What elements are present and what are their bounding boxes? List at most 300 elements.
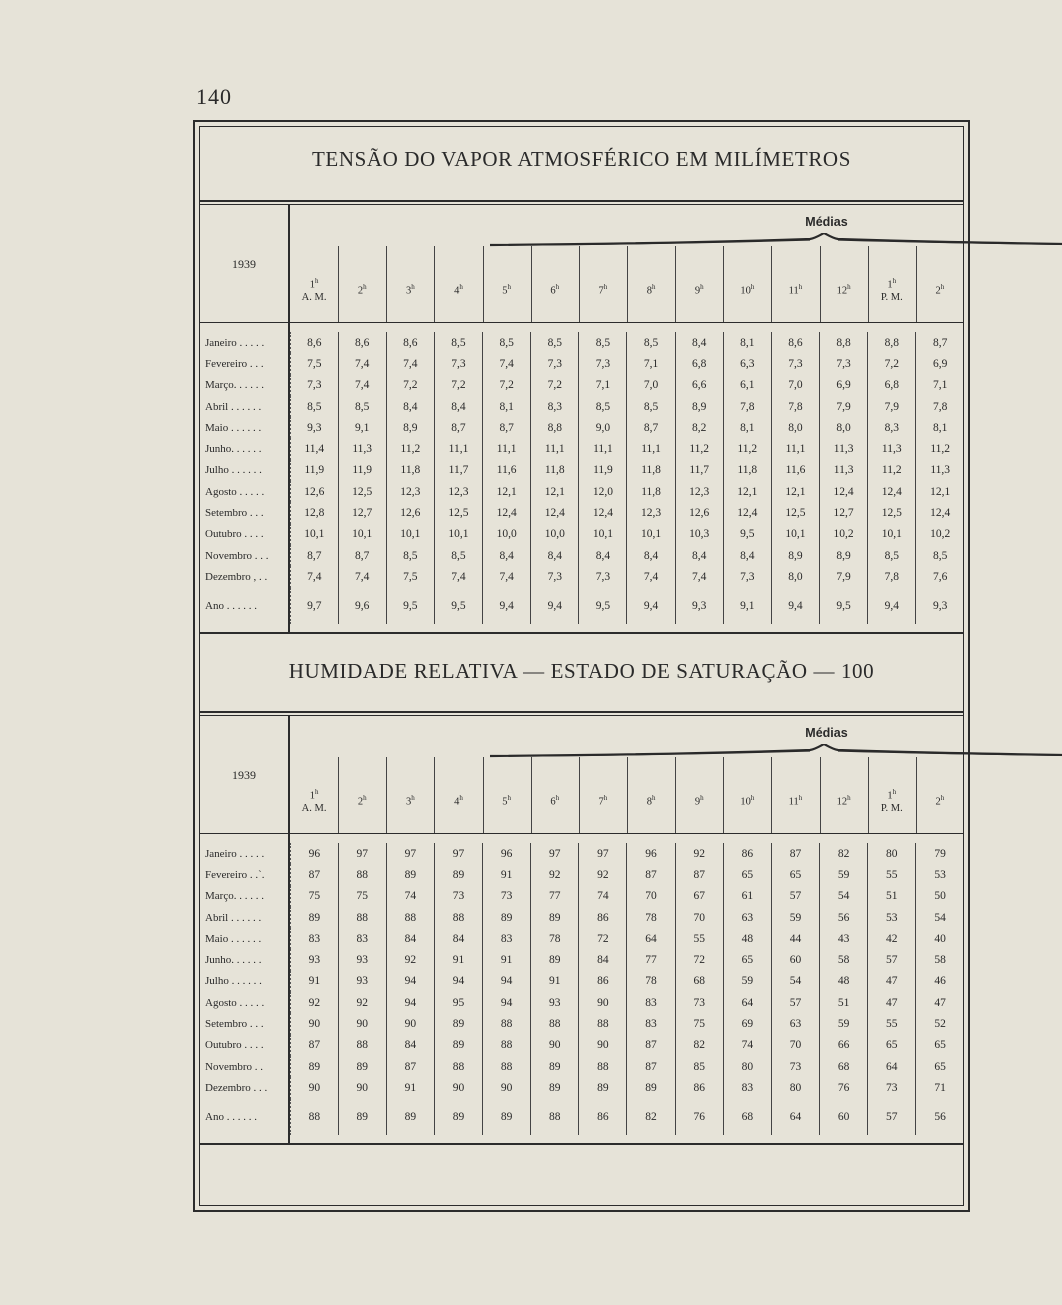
- table-row: [199, 992, 964, 1013]
- value-cell: 11,3: [820, 438, 868, 459]
- value-cell: 97: [434, 843, 482, 864]
- value-cell: 88: [579, 1013, 627, 1034]
- value-cell: 87: [290, 864, 338, 885]
- value-cell: 88: [434, 1056, 482, 1077]
- value-cell: 54: [916, 907, 964, 928]
- value-cell: 90: [386, 1013, 434, 1034]
- value-cell: 11,8: [531, 460, 579, 481]
- hour-label: [290, 786, 338, 815]
- hour-label: [290, 275, 338, 304]
- value-cell: 77: [531, 886, 579, 907]
- value-cell: 47: [868, 992, 916, 1013]
- hour-label: [916, 792, 964, 809]
- value-cell: 83: [338, 928, 386, 949]
- value-cell: 8,5: [916, 545, 964, 566]
- value-cell: 48: [723, 928, 771, 949]
- table-row: [199, 1013, 964, 1034]
- value-cell: 87: [627, 1035, 675, 1056]
- value-cell: 11,1: [579, 438, 627, 459]
- value-cell: 91: [386, 1077, 434, 1098]
- value-cell: 12,1: [483, 481, 531, 502]
- value-cell: 88: [531, 1013, 579, 1034]
- value-cell: 12,6: [675, 502, 723, 523]
- hour-number: 7: [598, 285, 604, 297]
- value-cell: 91: [483, 864, 531, 885]
- value-cell: 88: [483, 1056, 531, 1077]
- value-cell: 7,2: [868, 353, 916, 374]
- month-label: Setembro . . .: [199, 502, 290, 523]
- value-cell: 7,8: [723, 396, 771, 417]
- value-cell: 90: [338, 1077, 386, 1098]
- value-cell: 8,5: [531, 332, 579, 353]
- header-humidade: [199, 716, 964, 836]
- hour-number: 9: [694, 285, 701, 297]
- value-cell: 8,5: [338, 396, 386, 417]
- value-cell: 6,9: [916, 353, 964, 374]
- value-cell: 78: [627, 907, 675, 928]
- value-cell: 54: [820, 886, 868, 907]
- value-cell: 90: [531, 1035, 579, 1056]
- value-cell: 7,0: [627, 375, 675, 396]
- value-cell: 57: [771, 886, 819, 907]
- value-cell: 10,2: [820, 524, 868, 545]
- column-rule: [723, 246, 724, 322]
- value-cell: 87: [627, 1056, 675, 1077]
- value-cell: 7,4: [290, 566, 338, 587]
- table-row: [199, 1056, 964, 1077]
- section-bottom-rule: [199, 1143, 964, 1145]
- value-cell: 11,9: [579, 460, 627, 481]
- hour-number: 1: [309, 790, 315, 802]
- value-cell: 7,8: [868, 566, 916, 587]
- hour-suffix: h: [363, 283, 367, 291]
- value-cell: 10,1: [338, 524, 386, 545]
- value-cell: 70: [627, 886, 675, 907]
- value-cell: 11,8: [627, 481, 675, 502]
- value-cell: 76: [820, 1077, 868, 1098]
- humidade-table: [199, 843, 964, 1135]
- value-cell: 87: [675, 864, 723, 885]
- section-bottom-rule: [199, 632, 964, 634]
- value-cell: 73: [771, 1056, 819, 1077]
- value-cell: 90: [290, 1013, 338, 1034]
- value-cell: 10,1: [868, 524, 916, 545]
- value-cell: 10,1: [290, 524, 338, 545]
- hour-suffix: h: [750, 283, 755, 291]
- month-label: Março. . . . . .: [199, 886, 290, 907]
- value-cell: 8,9: [675, 396, 723, 417]
- value-cell: 9,4: [771, 588, 819, 624]
- month-label: Setembro . . .: [199, 1013, 290, 1034]
- value-cell: 7,3: [820, 353, 868, 374]
- column-rule: [868, 757, 869, 833]
- hour-label: [675, 281, 723, 298]
- month-label: Junho. . . . . .: [199, 949, 290, 970]
- hour-suffix: h: [555, 283, 560, 291]
- month-label: Outubro . . . .: [199, 524, 290, 545]
- value-cell: 12,4: [820, 481, 868, 502]
- column-rule: [675, 246, 676, 322]
- value-cell: 12,0: [579, 481, 627, 502]
- table-row: [199, 375, 964, 396]
- hour-suffix: h: [940, 283, 945, 291]
- hour-suffix: h: [700, 794, 704, 802]
- hour-header-row: [199, 275, 964, 305]
- value-cell: 11,1: [434, 438, 482, 459]
- value-cell: 7,4: [434, 566, 482, 587]
- month-label: Dezembro . . .: [199, 1077, 290, 1098]
- value-cell: 88: [290, 1099, 338, 1135]
- value-cell: 8,0: [820, 417, 868, 438]
- value-cell: 53: [916, 864, 964, 885]
- value-cell: 88: [434, 907, 482, 928]
- page-number: 140: [196, 84, 232, 109]
- table-row: [199, 864, 964, 885]
- hour-label: [916, 281, 964, 298]
- value-cell: 11,3: [916, 460, 964, 481]
- value-cell: 90: [338, 1013, 386, 1034]
- value-cell: 92: [531, 864, 579, 885]
- value-cell: 12,6: [386, 502, 434, 523]
- value-cell: 68: [723, 1099, 771, 1135]
- hour-number: 1: [887, 279, 893, 291]
- month-label: Maio . . . . . .: [199, 417, 290, 438]
- value-cell: 10,1: [434, 524, 482, 545]
- value-cell: 84: [579, 949, 627, 970]
- value-cell: 9,5: [579, 588, 627, 624]
- value-cell: 88: [579, 1056, 627, 1077]
- value-cell: 76: [675, 1099, 723, 1135]
- divider: [199, 200, 964, 202]
- value-cell: 83: [627, 992, 675, 1013]
- value-cell: 7,4: [338, 566, 386, 587]
- value-cell: 8,5: [290, 396, 338, 417]
- hour-label: [723, 792, 771, 809]
- table-row: [199, 907, 964, 928]
- column-rule: [771, 757, 772, 833]
- hour-number: 2: [357, 796, 364, 808]
- value-cell: 64: [868, 1056, 916, 1077]
- value-cell: 89: [531, 949, 579, 970]
- value-cell: 12,8: [290, 502, 338, 523]
- hour-label: [434, 792, 482, 809]
- value-cell: 12,4: [483, 502, 531, 523]
- value-cell: 89: [434, 1099, 482, 1135]
- month-label: Julho . . . . . .: [199, 460, 290, 481]
- value-cell: 12,1: [771, 481, 819, 502]
- hour-label: [579, 281, 627, 298]
- value-cell: 92: [290, 992, 338, 1013]
- hour-suffix: h: [603, 283, 608, 291]
- hour-label: [434, 281, 482, 298]
- column-rule: [771, 246, 772, 322]
- value-cell: 6,3: [723, 353, 771, 374]
- column-rule: [288, 205, 290, 632]
- hour-suffix: h: [507, 283, 511, 291]
- value-cell: 11,1: [771, 438, 819, 459]
- value-cell: 12,5: [434, 502, 482, 523]
- value-cell: 8,5: [434, 332, 482, 353]
- value-cell: 7,6: [916, 566, 964, 587]
- value-cell: 90: [579, 1035, 627, 1056]
- hour-number: 3: [405, 796, 412, 808]
- value-cell: 8,5: [868, 545, 916, 566]
- value-cell: 84: [434, 928, 482, 949]
- value-cell: 70: [771, 1035, 819, 1056]
- value-cell: 8,4: [627, 545, 675, 566]
- value-cell: 97: [338, 843, 386, 864]
- value-cell: 87: [290, 1035, 338, 1056]
- value-cell: 8,6: [771, 332, 819, 353]
- value-cell: 8,4: [579, 545, 627, 566]
- value-cell: 8,9: [386, 417, 434, 438]
- value-cell: 8,4: [531, 545, 579, 566]
- value-cell: 93: [338, 949, 386, 970]
- hour-number: 1: [309, 279, 315, 291]
- month-label: Janeiro . . . . .: [199, 843, 290, 864]
- value-cell: 7,3: [723, 566, 771, 587]
- annual-row: [199, 1099, 964, 1135]
- value-cell: 11,8: [627, 460, 675, 481]
- table-row: [199, 332, 964, 353]
- value-cell: 9,5: [386, 588, 434, 624]
- value-cell: 92: [675, 843, 723, 864]
- value-cell: 93: [290, 949, 338, 970]
- value-cell: 89: [531, 1077, 579, 1098]
- value-cell: 8,2: [675, 417, 723, 438]
- value-cell: 7,2: [434, 375, 482, 396]
- value-cell: 9,5: [820, 588, 868, 624]
- column-rule: [916, 757, 917, 833]
- value-cell: 93: [531, 992, 579, 1013]
- hour-label: [386, 281, 434, 298]
- brace-icon: [490, 233, 1062, 251]
- value-cell: 11,9: [290, 460, 338, 481]
- value-cell: 48: [820, 971, 868, 992]
- column-rule: [820, 246, 821, 322]
- value-cell: 10,1: [771, 524, 819, 545]
- value-cell: 11,2: [723, 438, 771, 459]
- value-cell: 59: [771, 907, 819, 928]
- value-cell: 54: [771, 971, 819, 992]
- hour-number: 11: [788, 796, 799, 808]
- value-cell: 66: [820, 1035, 868, 1056]
- table-row: [199, 971, 964, 992]
- value-cell: 84: [386, 928, 434, 949]
- value-cell: 59: [723, 971, 771, 992]
- value-cell: 91: [290, 971, 338, 992]
- month-label: Fevereiro . . .: [199, 353, 290, 374]
- column-rule: [386, 757, 387, 833]
- year-label: 1939: [232, 257, 256, 271]
- month-label: Ano . . . . . .: [199, 1099, 290, 1135]
- value-cell: 89: [483, 907, 531, 928]
- value-cell: 86: [579, 971, 627, 992]
- value-cell: 10,1: [627, 524, 675, 545]
- value-cell: 56: [820, 907, 868, 928]
- value-cell: 7,4: [386, 353, 434, 374]
- column-rule: [338, 757, 339, 833]
- hour-suffix: h: [847, 794, 851, 802]
- value-cell: 83: [483, 928, 531, 949]
- value-cell: 91: [434, 949, 482, 970]
- value-cell: 8,4: [675, 332, 723, 353]
- value-cell: 8,0: [771, 417, 819, 438]
- hour-number: 8: [646, 796, 652, 808]
- hour-label: [531, 792, 579, 809]
- value-cell: 8,8: [531, 417, 579, 438]
- value-cell: 63: [723, 907, 771, 928]
- value-cell: 8,7: [290, 545, 338, 566]
- hour-label: [868, 275, 916, 304]
- month-label: Junho. . . . . .: [199, 438, 290, 459]
- column-rule: [531, 246, 532, 322]
- column-rule: [579, 246, 580, 322]
- value-cell: 88: [483, 1013, 531, 1034]
- table-row: [199, 502, 964, 523]
- value-cell: 91: [483, 949, 531, 970]
- value-cell: 8,9: [820, 545, 868, 566]
- hour-suffix: h: [411, 794, 415, 802]
- value-cell: 7,4: [338, 353, 386, 374]
- hour-number: 2: [935, 796, 941, 808]
- month-label: Março. . . . . .: [199, 375, 290, 396]
- column-rule: [434, 246, 435, 322]
- value-cell: 73: [434, 886, 482, 907]
- value-cell: 8,4: [434, 396, 482, 417]
- value-cell: 9,4: [483, 588, 531, 624]
- value-cell: 85: [675, 1056, 723, 1077]
- value-cell: 65: [916, 1056, 964, 1077]
- value-cell: 11,1: [531, 438, 579, 459]
- value-cell: 79: [916, 843, 964, 864]
- value-cell: 10,3: [675, 524, 723, 545]
- hour-number: 9: [694, 796, 701, 808]
- hour-number: 10: [740, 285, 751, 297]
- value-cell: 8,5: [483, 332, 531, 353]
- value-cell: 12,7: [338, 502, 386, 523]
- value-cell: 97: [579, 843, 627, 864]
- value-cell: 8,1: [723, 417, 771, 438]
- value-cell: 11,3: [868, 438, 916, 459]
- hour-number: 12: [836, 285, 848, 297]
- hour-number: 5: [502, 285, 508, 297]
- value-cell: 89: [290, 1056, 338, 1077]
- value-cell: 8,7: [483, 417, 531, 438]
- value-cell: 96: [627, 843, 675, 864]
- value-cell: 11,9: [338, 460, 386, 481]
- hour-label: [771, 281, 819, 298]
- value-cell: 11,2: [868, 460, 916, 481]
- value-cell: 40: [916, 928, 964, 949]
- value-cell: 63: [771, 1013, 819, 1034]
- value-cell: 89: [434, 864, 482, 885]
- column-rule: [627, 757, 628, 833]
- value-cell: 11,1: [483, 438, 531, 459]
- value-cell: 68: [820, 1056, 868, 1077]
- value-cell: 89: [434, 1035, 482, 1056]
- value-cell: 87: [771, 843, 819, 864]
- value-cell: 64: [723, 992, 771, 1013]
- value-cell: 8,7: [627, 417, 675, 438]
- value-cell: 12,3: [386, 481, 434, 502]
- value-cell: 61: [723, 886, 771, 907]
- value-cell: 55: [675, 928, 723, 949]
- value-cell: 53: [868, 907, 916, 928]
- value-cell: 7,3: [579, 566, 627, 587]
- value-cell: 7,5: [290, 353, 338, 374]
- value-cell: 7,1: [916, 375, 964, 396]
- header-vapor: [199, 205, 964, 325]
- hour-number: 12: [836, 796, 848, 808]
- value-cell: 90: [483, 1077, 531, 1098]
- value-cell: 8,3: [868, 417, 916, 438]
- hour-label: [483, 281, 531, 298]
- value-cell: 87: [627, 864, 675, 885]
- header-rule: [199, 833, 964, 834]
- year-label: 1939: [232, 768, 256, 782]
- month-label: Agosto . . . . .: [199, 481, 290, 502]
- value-cell: 88: [338, 864, 386, 885]
- value-cell: 11,1: [627, 438, 675, 459]
- value-cell: 94: [434, 971, 482, 992]
- value-cell: 72: [579, 928, 627, 949]
- value-cell: 65: [723, 864, 771, 885]
- value-cell: 8,6: [386, 332, 434, 353]
- value-cell: 89: [290, 907, 338, 928]
- hour-label: [579, 792, 627, 809]
- value-cell: 11,2: [916, 438, 964, 459]
- value-cell: 7,8: [771, 396, 819, 417]
- hour-label: [338, 792, 386, 809]
- value-cell: 82: [627, 1099, 675, 1135]
- month-label: Novembro . .: [199, 1056, 290, 1077]
- hour-number: 10: [740, 796, 751, 808]
- hour-suffix: h: [798, 283, 803, 291]
- month-label: Outubro . . . .: [199, 1035, 290, 1056]
- value-cell: 7,3: [531, 353, 579, 374]
- hour-label: [771, 792, 819, 809]
- value-cell: 9,0: [579, 417, 627, 438]
- hour-suffix: h: [700, 283, 704, 291]
- value-cell: 12,6: [290, 481, 338, 502]
- value-cell: 12,4: [868, 481, 916, 502]
- value-cell: 7,4: [483, 353, 531, 374]
- table-row: [199, 1035, 964, 1056]
- month-label: Abril . . . . . .: [199, 907, 290, 928]
- value-cell: 87: [386, 1056, 434, 1077]
- value-cell: 9,4: [868, 588, 916, 624]
- hour-suffix: h: [892, 277, 897, 285]
- brace-icon: [490, 744, 1062, 762]
- value-cell: 94: [483, 971, 531, 992]
- value-cell: 7,2: [531, 375, 579, 396]
- value-cell: 12,5: [771, 502, 819, 523]
- month-label: Maio . . . . . .: [199, 928, 290, 949]
- hour-number: 3: [405, 285, 412, 297]
- value-cell: 7,1: [627, 353, 675, 374]
- value-cell: 42: [868, 928, 916, 949]
- column-rule: [675, 757, 676, 833]
- value-cell: 8,5: [579, 396, 627, 417]
- value-cell: 7,3: [434, 353, 482, 374]
- value-cell: 46: [916, 971, 964, 992]
- value-cell: 90: [290, 1077, 338, 1098]
- hour-label: [820, 792, 868, 809]
- vapor-table: [199, 332, 964, 624]
- value-cell: 8,5: [627, 332, 675, 353]
- value-cell: 10,1: [579, 524, 627, 545]
